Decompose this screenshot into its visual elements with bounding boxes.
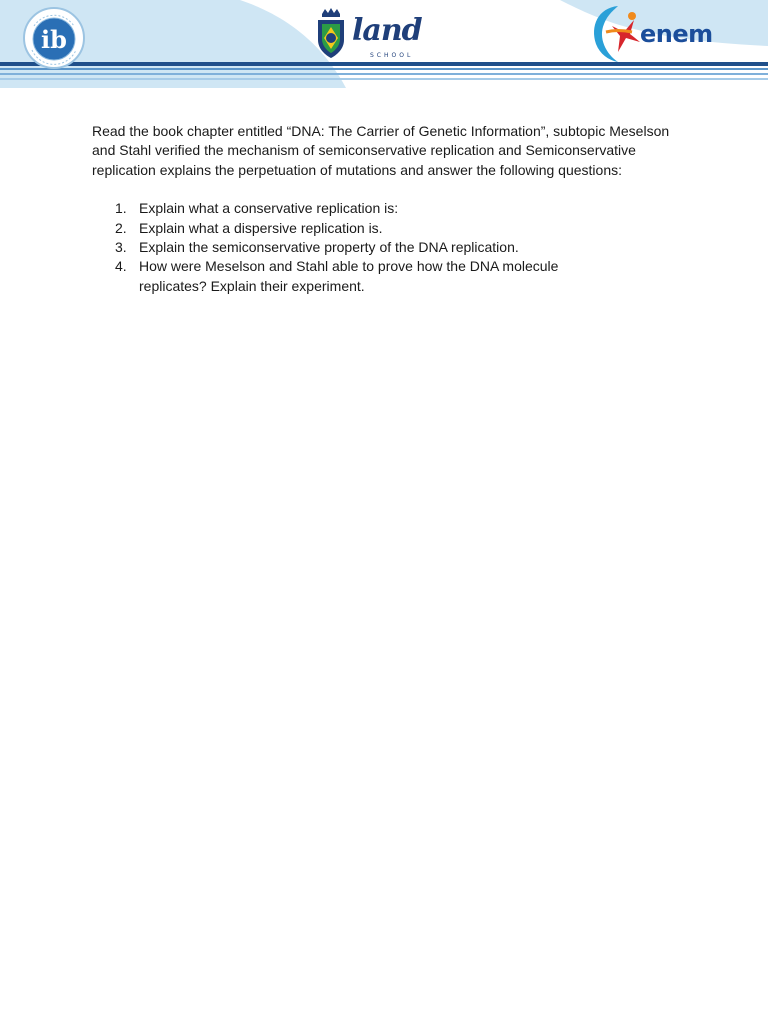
question-number: 2. — [115, 219, 127, 236]
question-text: Explain what a conservative replication is: — [139, 200, 399, 217]
question-item — [92, 219, 609, 238]
question-number: 3. — [115, 239, 127, 256]
assignment-body — [92, 122, 682, 296]
enem-logo-word: enem — [640, 20, 713, 48]
ib-globe-logo-icon — [22, 6, 86, 70]
question-number: 1. — [115, 200, 127, 217]
instructions-paragraph: Read the book chapter entitled “DNA: The Carrier of Genetic Information”, subtopic Meselson and Stahl verified the mechanism of semiconservative replication and Semiconservative replication explains the perpetuation of mutations and answer the following questions: — [92, 123, 670, 178]
question-number: 4. — [115, 258, 127, 275]
ib-logo-letters: ib — [41, 25, 67, 54]
letterhead — [0, 0, 768, 92]
question-list — [92, 199, 682, 296]
question-text: Explain the semiconservative property of the DNA replication. — [139, 239, 519, 256]
question-item — [92, 199, 609, 218]
question-item — [92, 238, 609, 257]
land-logo-subtitle: SCHOOL — [370, 52, 414, 59]
question-text: How were Meselson and Stahl able to prove how the DNA molecule replicates? Explain their experiment. — [139, 258, 559, 294]
question-item — [92, 257, 609, 296]
land-logo-word: land — [352, 13, 422, 48]
question-text: Explain what a dispersive replication is. — [139, 219, 383, 236]
